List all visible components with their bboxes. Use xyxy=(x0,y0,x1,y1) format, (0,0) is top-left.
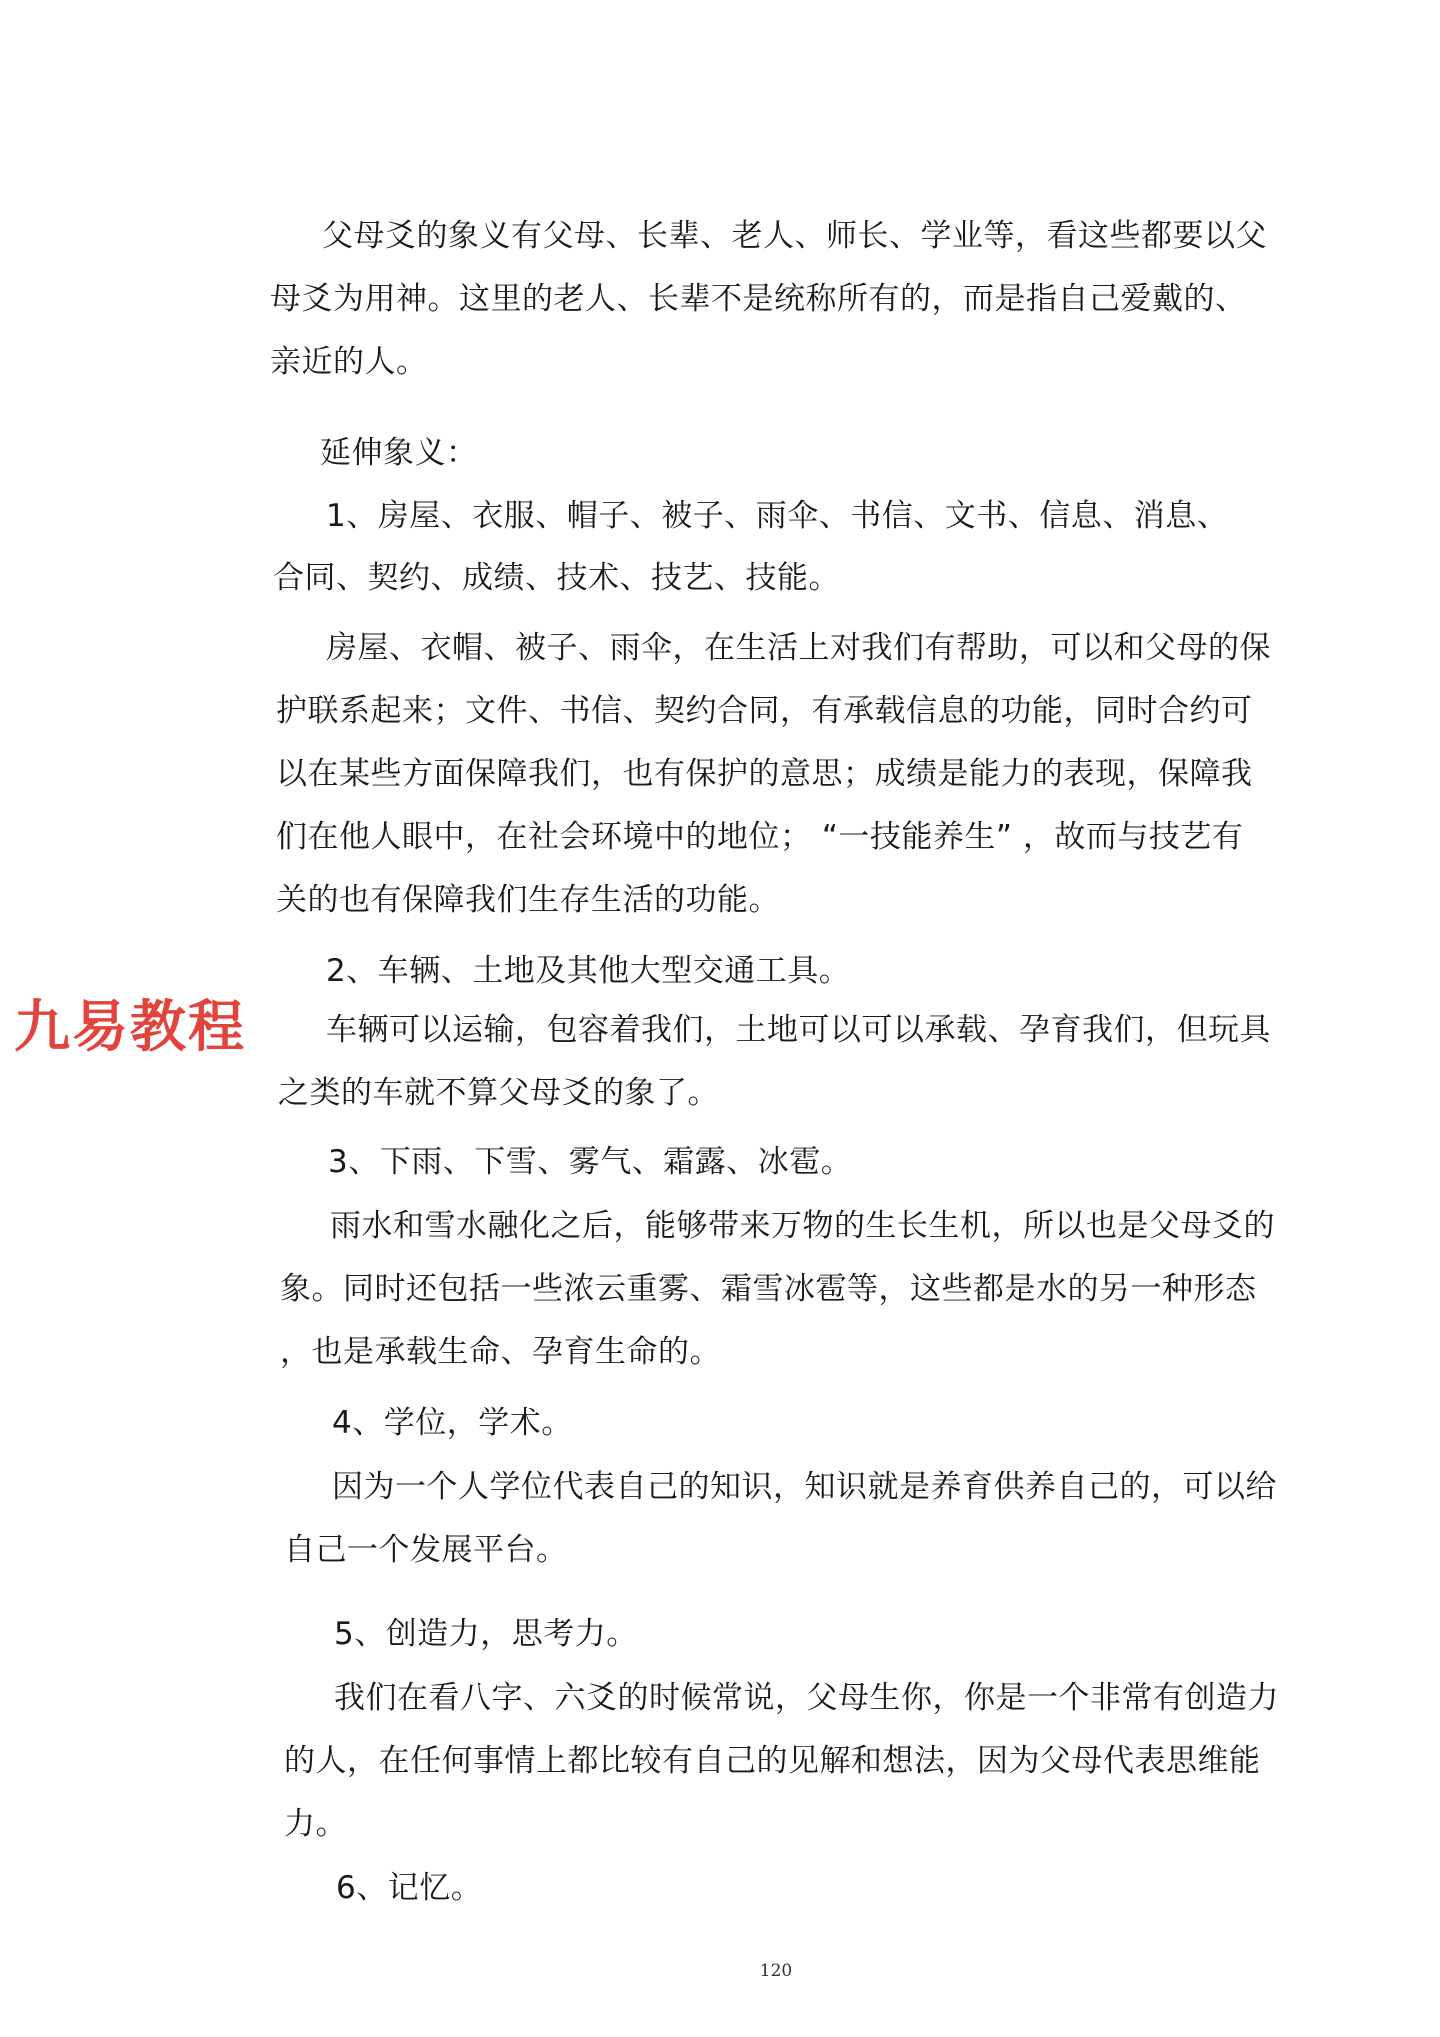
text-line: 关的也有保障我们生存生活的功能。 xyxy=(276,882,780,918)
text-line: ，也是承载生命、孕育生命的。 xyxy=(280,1334,721,1370)
list-item-heading: 2、车辆、土地及其他大型交通工具。 xyxy=(326,953,851,989)
text-line: 以在某些方面保障我们，也有保护的意思；成绩是能力的表现，保障我 xyxy=(276,756,1253,792)
text-line: 母爻为用神。这里的老人、长辈不是统称所有的，而是指自己爱戴的、 xyxy=(270,281,1247,317)
text-line: 房屋、衣帽、被子、雨伞，在生活上对我们有帮助，可以和父母的保 xyxy=(326,630,1271,666)
text-line: 车辆可以运输，包容着我们，土地可以可以承载、孕育我们，但玩具 xyxy=(326,1012,1271,1048)
list-item-heading: 1、房屋、衣服、帽子、被子、雨伞、书信、文书、信息、消息、 xyxy=(326,498,1229,534)
text-line: 我们在看八字、六爻的时候常说，父母生你，你是一个非常有创造力 xyxy=(334,1680,1279,1716)
text-line: 护联系起来；文件、书信、契约合同，有承载信息的功能，同时合约可 xyxy=(276,693,1253,729)
page-number: 120 xyxy=(759,1961,793,1981)
text-line: 力。 xyxy=(284,1806,347,1842)
text-line: 象。同时还包括一些浓云重雾、霜雪冰雹等，这些都是水的另一种形态 xyxy=(280,1271,1257,1307)
text-line: 之类的车就不算父母爻的象了。 xyxy=(278,1075,719,1111)
list-item-heading: 3、下雨、下雪、雾气、霜露、冰雹。 xyxy=(328,1144,853,1180)
text-line: 们在他人眼中，在社会环境中的地位； “一技能养生” ，故而与技艺有 xyxy=(276,819,1244,855)
list-item-heading: 6、记忆。 xyxy=(336,1870,483,1906)
text-line: 父母爻的象义有父母、长辈、老人、师长、学业等，看这些都要以父 xyxy=(322,218,1267,254)
section-heading: 延伸象义： xyxy=(320,435,478,471)
text-line: 合同、契约、成绩、技术、技艺、技能。 xyxy=(273,560,840,596)
text-line: 亲近的人。 xyxy=(270,344,428,380)
text-line: 的人，在任何事情上都比较有自己的见解和想法，因为父母代表思维能 xyxy=(284,1743,1261,1779)
text-line: 雨水和雪水融化之后，能够带来万物的生长生机，所以也是父母爻的 xyxy=(330,1208,1275,1244)
watermark: 九易教程 xyxy=(14,995,246,1060)
list-item-heading: 5、创造力，思考力。 xyxy=(334,1616,638,1652)
text-line: 因为一个人学位代表自己的知识，知识就是养育供养自己的，可以给 xyxy=(332,1469,1277,1505)
list-item-heading: 4、学位，学术。 xyxy=(332,1405,573,1441)
text-line: 自己一个发展平台。 xyxy=(284,1532,568,1568)
